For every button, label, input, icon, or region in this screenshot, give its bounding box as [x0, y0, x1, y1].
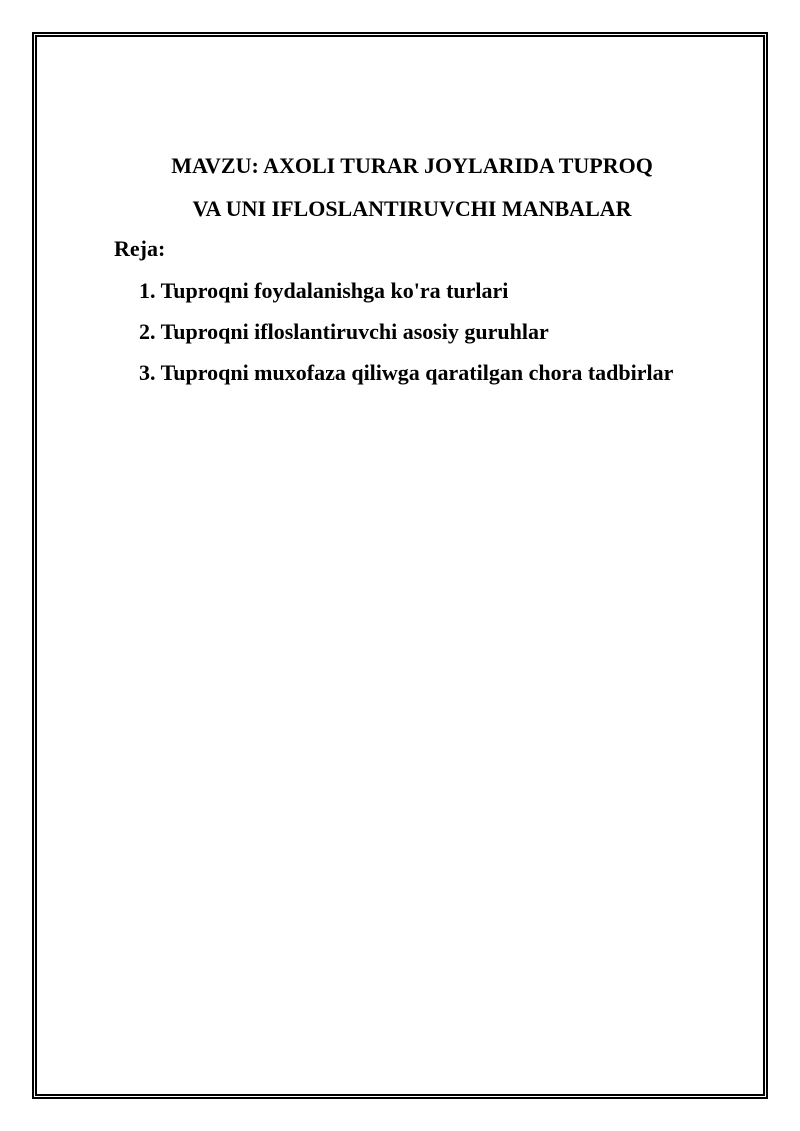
title-line-1: MAVZU: AXOLI TURAR JOYLARIDA TUPROQ	[171, 153, 653, 178]
page-border	[32, 32, 768, 1099]
plan-list	[139, 278, 673, 401]
plan-item: 3. Tuproqni muxofaza qiliwga qaratilgan chora tadbirlar	[139, 360, 674, 385]
plan-label: Reja:	[114, 236, 166, 261]
plan-item: 2. Tuproqni ifloslantiruvchi asosiy guruhlar	[139, 319, 549, 344]
plan-item: 1. Tuproqni foydalanishga ko'ra turlari	[139, 278, 509, 303]
title-line-2: VA UNI IFLOSLANTIRUVCHI MANBALAR	[192, 196, 632, 221]
